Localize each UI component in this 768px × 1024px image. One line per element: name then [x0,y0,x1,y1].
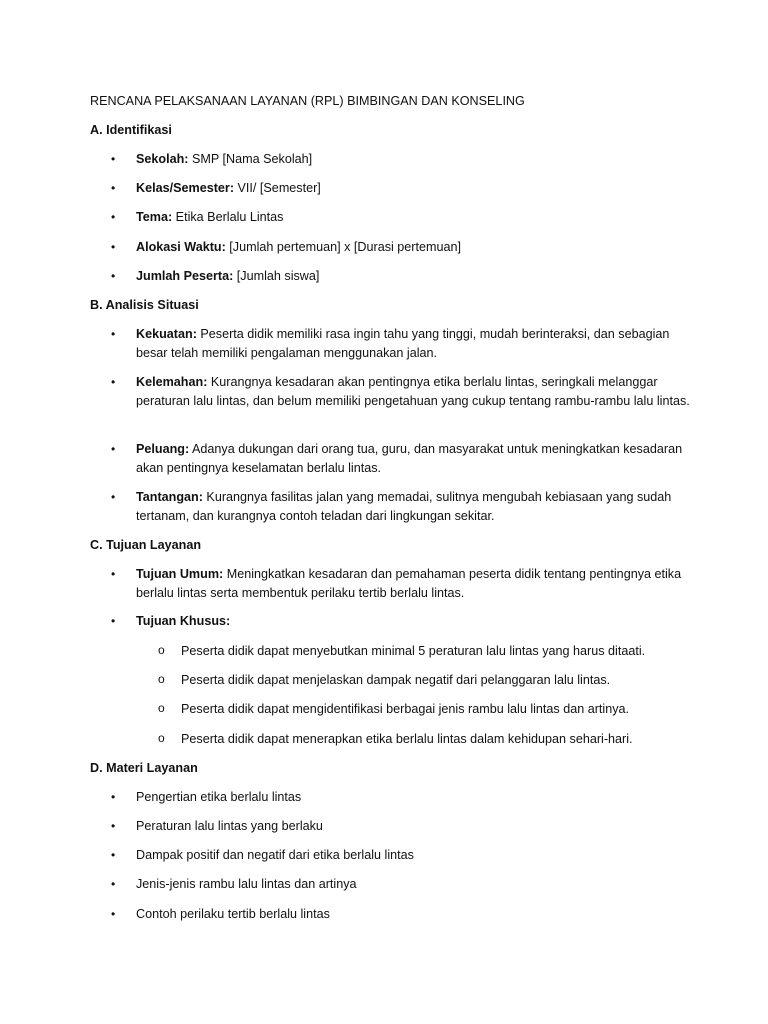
sub-bullet-marker: o [158,643,165,657]
item-label: Jumlah Peserta: [136,269,234,283]
bullet-marker: • [111,375,116,389]
list-item [111,565,696,603]
bullet-marker: • [111,907,116,921]
bullet-marker: • [111,848,116,862]
sub-item-text: Peserta didik dapat menerapkan etika berlalu lintas dalam kehidupan sehari-hari. [181,732,633,746]
item-text: Meningkatkan kesadaran dan pemahaman peserta didik tentang pentingnya etika berlalu lintas serta membentuk perilaku tertib berlalu lintas. [136,567,682,600]
item-text: Kurangnya fasilitas jalan yang memadai, sulitnya mengubah kebiasaan yang sudah tertanam, dan kurangnya contoh teladan dari lingkungan sekitar. [136,490,672,523]
item-text: Jenis-jenis rambu lalu lintas dan artinya [136,877,357,891]
sub-list-item [158,671,721,690]
document-title: RENCANA PELAKSANAAN LAYANAN (RPL) BIMBINGAN DAN KONSELING [90,94,525,108]
item-label: Tema: [136,210,173,224]
item-text: [Jumlah pertemuan] x [Durasi pertemuan] [225,240,462,254]
item-text: Peraturan lalu lintas yang berlaku [136,819,323,833]
sub-list-item [158,642,721,661]
item-label: Peluang: [136,442,190,456]
list-item [111,325,696,363]
list-item [111,208,696,227]
bullet-marker: • [111,210,116,224]
sub-list-item [158,700,721,719]
list-item [111,267,696,286]
bullet-marker: • [111,877,116,891]
list-item [111,440,696,478]
bullet-marker: • [111,269,116,283]
bullet-marker: • [111,327,116,341]
sub-bullet-marker: o [158,672,165,686]
item-label: Tujuan Umum: [136,567,224,581]
bullet-marker: • [111,442,116,456]
sub-item-text: Peserta didik dapat mengidentifikasi berbagai jenis rambu lalu lintas dan artinya. [181,702,630,716]
item-text: Etika Berlalu Lintas [172,210,284,224]
list-item [111,488,696,526]
item-label: Kelas/Semester: [136,181,235,195]
list-item [111,875,696,894]
section-c-heading: C. Tujuan Layanan [90,538,202,552]
list-item [111,905,696,924]
sub-item-text: Peserta didik dapat menyebutkan minimal 5 peraturan lalu lintas yang harus ditaati. [181,644,646,658]
section-a-heading: A. Identifikasi [90,123,172,137]
sub-bullet-marker: o [158,731,165,745]
section-b-heading: B. Analisis Situasi [90,298,199,312]
item-text: Peserta didik memiliki rasa ingin tahu yang tinggi, mudah berinteraksi, dan sebagian besar telah memiliki pengalaman menggunakan jalan. [136,327,670,360]
list-item [111,612,696,631]
list-item [111,179,696,198]
item-text: Dampak positif dan negatif dari etika berlalu lintas [136,848,414,862]
item-label: Kekuatan: [136,327,197,341]
item-text: Pengertian etika berlalu lintas [136,790,302,804]
bullet-marker: • [111,181,116,195]
item-text: VII/ [Semester] [234,181,321,195]
bullet-marker: • [111,567,116,581]
item-label: Tujuan Khusus: [136,614,231,628]
list-item [111,788,696,807]
item-label: Alokasi Waktu: [136,240,226,254]
item-text: SMP [Nama Sekolah] [188,152,313,166]
list-item [111,150,696,169]
item-text: [Jumlah siswa] [233,269,320,283]
section-d-heading: D. Materi Layanan [90,761,198,775]
list-item [111,846,696,865]
bullet-marker: • [111,790,116,804]
item-label: Tantangan: [136,490,203,504]
item-text: Adanya dukungan dari orang tua, guru, dan masyarakat untuk meningkatkan kesadaran akan pentingnya keselamatan berlalu lintas. [136,442,683,475]
bullet-marker: • [111,152,116,166]
list-item [111,373,696,411]
list-item [111,238,696,257]
sub-list-item [158,730,721,749]
bullet-marker: • [111,240,116,254]
item-label: Sekolah: [136,152,189,166]
bullet-marker: • [111,819,116,833]
item-text: Kurangnya kesadaran akan pentingnya etika berlalu lintas, seringkali melanggar peraturan lalu lintas, dan belum memiliki pengetahuan yang cukup tentang rambu-rambu lalu lintas. [136,375,690,408]
item-text: Contoh perilaku tertib berlalu lintas [136,907,330,921]
bullet-marker: • [111,614,116,628]
bullet-marker: • [111,490,116,504]
sub-bullet-marker: o [158,701,165,715]
sub-item-text: Peserta didik dapat menjelaskan dampak negatif dari pelanggaran lalu lintas. [181,673,611,687]
list-item [111,817,696,836]
item-label: Kelemahan: [136,375,208,389]
